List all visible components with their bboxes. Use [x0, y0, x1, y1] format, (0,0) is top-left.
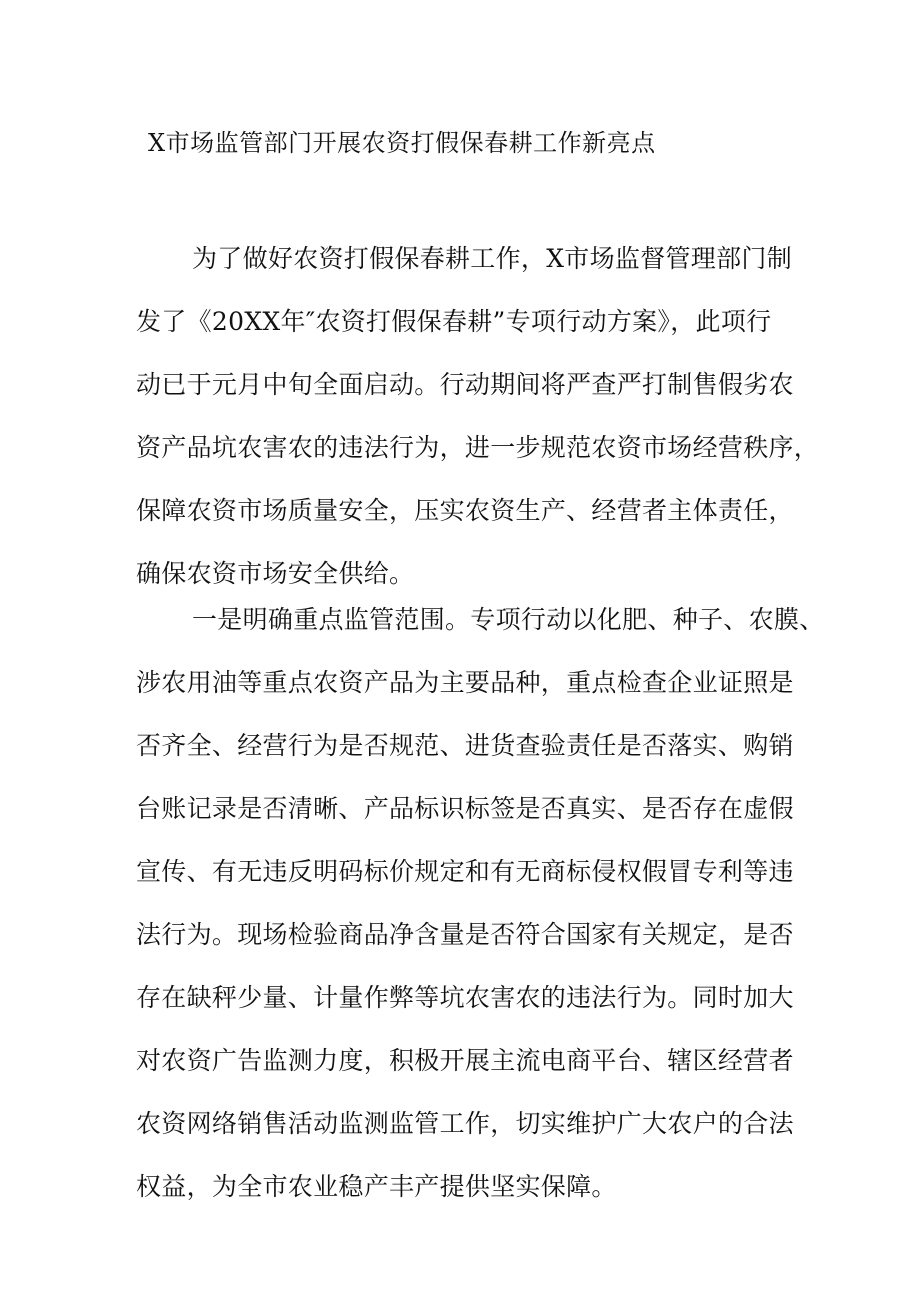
paragraph-line: 为了做好农资打假保春耕工作，X市场监督管理部门制: [192, 244, 792, 273]
paragraph-line: 资产品坑农害农的违法行为，进一步规范农资市场经营秩序，: [136, 433, 820, 462]
paragraph-line: 保障农资市场质量安全，压实农资生产、经营者主体责任，: [136, 496, 794, 525]
paragraph-line: 发了《20XX年″农资打假保春耕”专项行动方案》，此项行: [136, 307, 772, 336]
paragraph-line: 农资网络销售活动监测监管工作，切实维护广大农户的合法: [136, 1109, 794, 1138]
paragraph-line: 否齐全、经营行为是否规范、进货查验责任是否落实、购销: [136, 731, 794, 760]
paragraph-line: 台账记录是否清晰、产品标识标签是否真实、是否存在虚假: [136, 794, 794, 823]
document-title: X市场监管部门开展农资打假保春耕工作新亮点: [148, 129, 656, 157]
paragraph-line: 确保农资市场安全供给。: [136, 559, 415, 588]
paragraph-line: 宣传、有无违反明码标价规定和有无商标侵权假冒专利等违: [136, 857, 794, 886]
paragraph-line: 一是明确重点监管范围。专项行动以化肥、种子、农膜、: [192, 605, 825, 634]
paragraph-line: 权益，为全市农业稳产丰产提供坚实保障。: [136, 1172, 617, 1201]
paragraph-line: 存在缺秤少量、计量作弊等坑农害农的违法行为。同时加大: [136, 983, 794, 1012]
paragraph-line: 涉农用油等重点农资产品为主要品种，重点检查企业证照是: [136, 668, 794, 697]
paragraph-line: 法行为。现场检验商品净含量是否符合国家有关规定，是否: [136, 920, 794, 949]
paragraph-line: 动已于元月中旬全面启动。行动期间将严查严打制售假劣农: [136, 370, 794, 399]
paragraph-line: 对农资广告监测力度，积极开展主流电商平台、辖区经营者: [136, 1046, 794, 1075]
